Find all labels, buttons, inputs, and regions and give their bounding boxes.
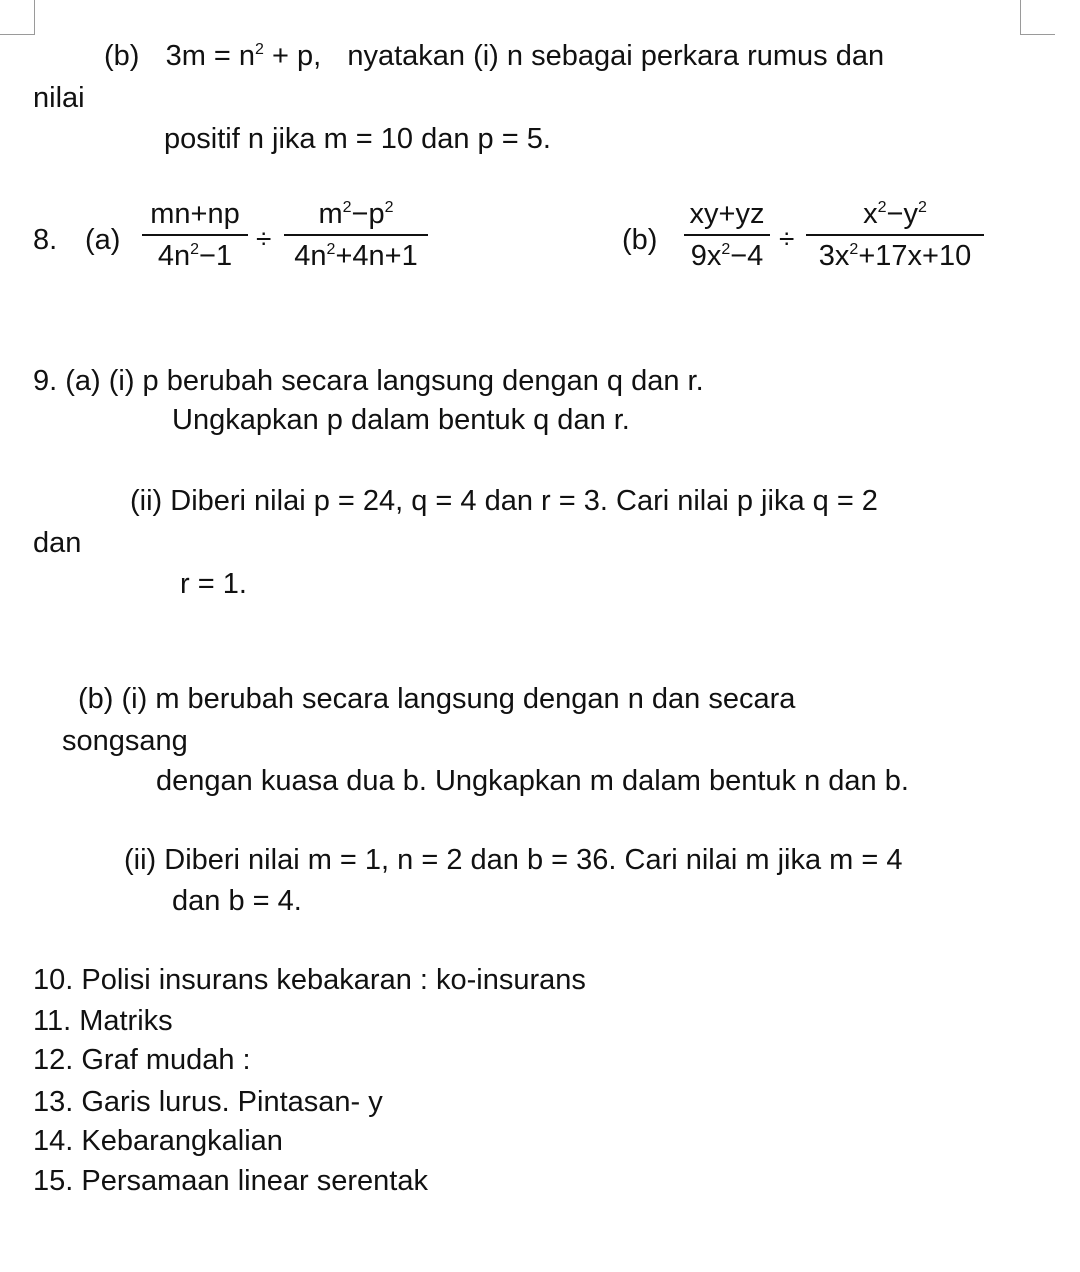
q8b-fraction-2 <box>806 200 984 271</box>
q8-number: 8. <box>33 224 58 256</box>
topic-item-13: 13. Garis lurus. Pintasan- y <box>33 1086 383 1118</box>
q8b-fraction-1 <box>684 200 770 271</box>
q8a-numerator-2: $m^2-p^2$ <box>318 198 394 230</box>
q7b-wrap: nilai <box>33 82 85 114</box>
topic-item-11: 11. Matriks <box>33 1005 173 1037</box>
q9b-i-line3: dengan kuasa dua b. Ungkapkan m dalam bentuk n dan b. <box>156 765 909 797</box>
topic-item-14: 14. Kebarangkalian <box>33 1125 283 1157</box>
q7b-line1 <box>104 42 884 71</box>
topic-item-12: 12. Graf mudah : <box>33 1044 251 1076</box>
q8b-denominator-1: $9x^2-4$ <box>690 240 764 272</box>
crop-mark-right <box>1020 0 1055 35</box>
q8a-fraction-2 <box>284 200 428 271</box>
q8b-divide-sign: ÷ <box>779 223 795 254</box>
q9b-i-wrap: songsang <box>62 725 188 757</box>
q8a-denominator-1: $4n^2-1$ <box>157 240 233 272</box>
q8a-numerator-1: mn+np <box>150 198 240 230</box>
q8a-denominator-2: $4n^2+4n+1$ <box>294 240 418 272</box>
q8b-numerator-2: $x^2-y^2$ <box>863 198 927 230</box>
crop-mark-left <box>0 0 35 35</box>
q8a-label: (a) <box>85 224 121 256</box>
q7b-line3: positif n jika m = 10 dan p = 5. <box>164 123 551 155</box>
q8b-denominator-2: $3x^2+17x+10$ <box>818 240 972 272</box>
q9b-i-line1: (b) (i) m berubah secara langsung dengan n dan secara <box>78 683 796 715</box>
q7b-instruction: nyatakan (i) n sebagai perkara rumus dan <box>347 40 885 72</box>
q9b-ii-line2: dan b = 4. <box>172 885 302 917</box>
q7b-label: (b) <box>104 40 140 72</box>
q8a-divide-sign: ÷ <box>256 223 272 254</box>
topic-item-15: 15. Persamaan linear serentak <box>33 1165 428 1197</box>
q8b-label: (b) <box>622 224 658 256</box>
q9b-ii-line1: (ii) Diberi nilai m = 1, n = 2 dan b = 36. Cari nilai m jika m = 4 <box>124 844 903 876</box>
topic-item-10: 10. Polisi insurans kebakaran : ko-insurans <box>33 964 586 996</box>
q9a-i-line1: 9. (a) (i) p berubah secara langsung dengan q dan r. <box>33 365 704 397</box>
q7b-equation: $3m = n^2 + p$, <box>165 40 322 72</box>
q9a-i-line2: Ungkapkan p dalam bentuk q dan r. <box>172 404 630 436</box>
q8b-numerator-1: xy+yz <box>689 198 765 230</box>
q9a-ii-line1: (ii) Diberi nilai p = 24, q = 4 dan r = 3. Cari nilai p jika q = 2 <box>130 485 878 517</box>
q9a-ii-line3: r = 1. <box>180 568 247 600</box>
q9a-ii-wrap: dan <box>33 527 82 559</box>
q8a-fraction-1 <box>142 200 248 271</box>
